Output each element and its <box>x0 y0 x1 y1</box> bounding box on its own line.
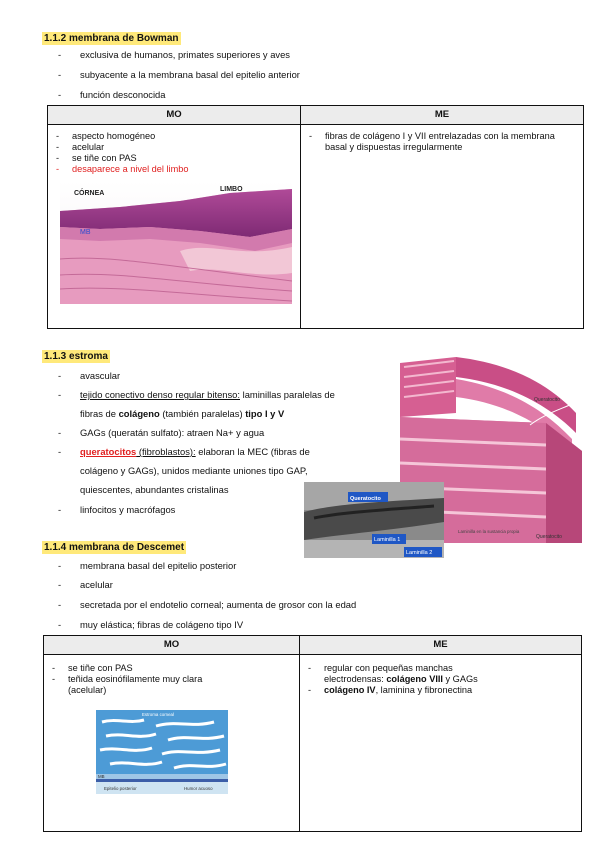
descemet-me-cell <box>300 655 582 832</box>
em-queratocito-label: Queratocito <box>350 496 381 502</box>
descemet-mo-item-cont: (acelular) <box>68 685 107 695</box>
descemet-mb-label: MB <box>98 774 105 779</box>
estroma-bullet: - avascular <box>58 370 121 381</box>
descemet-bullet: - acelular <box>58 579 113 590</box>
bowman-col-mo: MO <box>48 106 301 125</box>
descemet-col-mo: MO <box>44 636 300 655</box>
descemet-bullet: - secretada por el endotelio corneal; aumenta de grosor con la edad <box>58 599 357 610</box>
queratocito-a-label: Queratocito <box>534 397 560 403</box>
estroma-line: quiescentes, abundantes cristalinas <box>80 484 229 495</box>
estroma-bullet: - GAGs (queratán sulfato): atraen Na+ y agua <box>58 427 265 438</box>
bowman-mo-item-limbo: - desaparece a nivel del limbo <box>56 164 189 174</box>
queratocito-em-micrograph <box>304 482 444 558</box>
bowman-mo-item: - se tiñe con PAS <box>56 153 137 163</box>
descemet-me-item-cont: electrodensas: colágeno VIII y GAGs <box>324 674 478 684</box>
mb-label: MB <box>80 229 91 236</box>
epitelio-posterior-label: Epitelio posterior <box>104 786 137 791</box>
em-laminilla1-label: Laminilla 1 <box>374 537 401 543</box>
estroma-line: fibras de colágeno (también paralelas) tipo I y V <box>80 408 285 419</box>
descemet-table <box>43 635 582 832</box>
bowman-me-cell <box>301 125 584 329</box>
descemet-bullet: - membrana basal del epitelio posterior <box>58 560 237 571</box>
descemet-heading: 1.1.4 membrana de Descemet <box>44 542 185 553</box>
descemet-mo-cell <box>44 655 300 832</box>
limbo-label: LIMBO <box>220 186 243 193</box>
humor-acuoso-label: Humor acuoso <box>184 786 213 791</box>
descemet-bullet: - muy elástica; fibras de colágeno tipo IV <box>58 619 244 630</box>
estroma-bullet: - queratocitos (fibroblastos): elaboran la MEC (fibras de <box>58 446 310 457</box>
bowman-mo-cell <box>48 125 301 329</box>
descemet-micrograph <box>96 710 228 794</box>
estroma-line: colágeno y GAGs), unidos mediante uniones tipo GAP, <box>80 465 308 476</box>
descemet-mo-item: - se tiñe con PAS <box>52 663 133 673</box>
bowman-me-item: - fibras de colágeno I y VII entrelazadas con la membrana basal y dispuestas irregularmente <box>309 131 555 152</box>
descemet-me-item: - regular con pequeñas manchas <box>308 663 453 673</box>
estroma-label: Estroma corneal <box>142 712 174 717</box>
cornea-label: CÓRNEA <box>74 190 105 197</box>
bowman-bullet: - exclusiva de humanos, primates superiores y aves <box>58 49 290 60</box>
laminilla-diagram-label: Laminilla en la sustancia propia <box>458 529 520 534</box>
queratocito-b-label: Queratocito <box>536 534 562 540</box>
bowman-heading: 1.1.2 membrana de Bowman <box>44 33 179 44</box>
bowman-mo-item: - acelular <box>56 142 105 152</box>
descemet-mo-item: - teñida eosinófilamente muy clara <box>52 674 203 684</box>
cornea-limbus-micrograph <box>60 181 292 304</box>
bowman-bullet: - subyacente a la membrana basal del epitelio anterior <box>58 69 300 80</box>
bowman-bullet: - función desconocida <box>58 89 166 100</box>
estroma-bullet: - tejido conectivo denso regular bitenso: laminillas paralelas de <box>58 389 335 400</box>
estroma-bullet: - linfocitos y macrófagos <box>58 504 176 515</box>
descemet-me-item: - colágeno IV, laminina y fibronectina <box>308 685 473 695</box>
estroma-heading: 1.1.3 estroma <box>44 351 108 362</box>
em-laminilla2-label: Laminilla 2 <box>406 550 433 556</box>
bowman-mo-item: - aspecto homogéneo <box>56 131 156 141</box>
bowman-col-me: ME <box>301 106 584 125</box>
descemet-col-me: ME <box>300 636 582 655</box>
bowman-table <box>47 105 584 329</box>
